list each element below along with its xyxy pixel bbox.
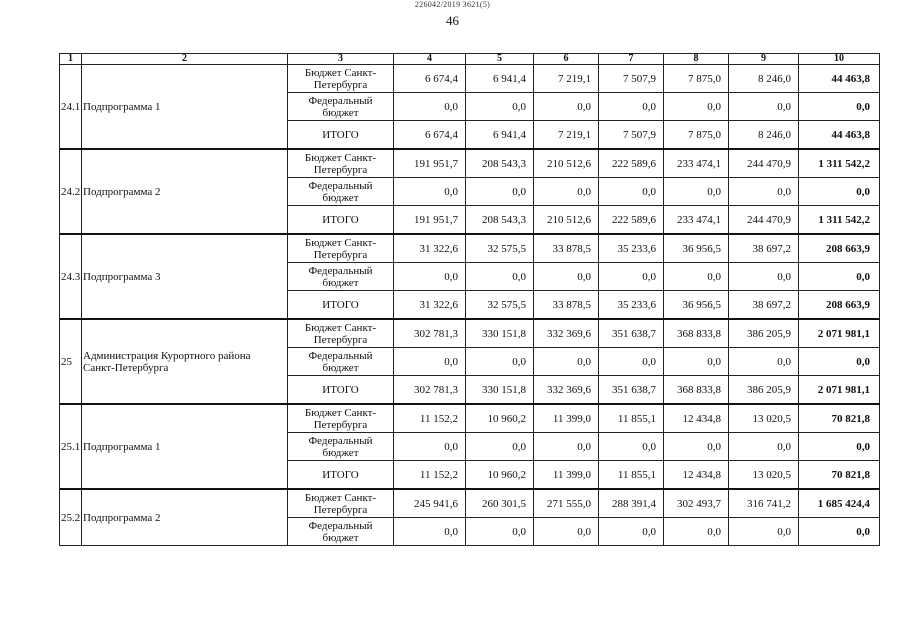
total-value: 70 821,8 [799,404,880,433]
year-value: 332 369,6 [534,319,599,348]
item-name: Подпрограмма 3 [82,234,288,319]
year-value: 368 833,8 [664,319,729,348]
total-value: 70 821,8 [799,461,880,490]
item-name: Подпрограмма 1 [82,404,288,489]
total-value: 44 463,8 [799,65,880,93]
row-number: 24.3 [60,234,82,319]
year-value: 330 151,8 [466,319,534,348]
row-number: 25.2 [60,489,82,546]
total-value: 208 663,9 [799,234,880,263]
table-row [60,149,880,178]
year-value: 386 205,9 [729,376,799,405]
year-value: 0,0 [466,348,534,376]
table-body [60,54,880,546]
year-value: 11 399,0 [534,404,599,433]
year-value: 11 152,2 [394,461,466,490]
year-value: 38 697,2 [729,234,799,263]
year-value: 0,0 [729,93,799,121]
year-value: 10 960,2 [466,404,534,433]
funding-source: Бюджет Санкт-Петербурга [288,65,394,93]
year-value: 0,0 [394,93,466,121]
funding-source: Бюджет Санкт-Петербурга [288,489,394,518]
row-number: 25.1 [60,404,82,489]
year-value: 31 322,6 [394,291,466,320]
year-value: 0,0 [394,348,466,376]
year-value: 222 589,6 [599,206,664,235]
year-value: 0,0 [394,178,466,206]
table-row [60,404,880,433]
year-value: 0,0 [729,518,799,546]
column-number: 6 [534,54,599,65]
year-value: 8 246,0 [729,121,799,150]
year-value: 7 875,0 [664,121,729,150]
year-value: 33 878,5 [534,291,599,320]
year-value: 233 474,1 [664,206,729,235]
year-value: 13 020,5 [729,404,799,433]
funding-source: ИТОГО [288,291,394,320]
year-value: 6 941,4 [466,65,534,93]
table-row [60,65,880,93]
year-value: 7 219,1 [534,121,599,150]
total-value: 0,0 [799,93,880,121]
year-value: 0,0 [664,263,729,291]
column-number: 4 [394,54,466,65]
year-value: 0,0 [729,178,799,206]
year-value: 32 575,5 [466,291,534,320]
year-value: 6 674,4 [394,65,466,93]
year-value: 38 697,2 [729,291,799,320]
row-number: 24.2 [60,149,82,234]
year-value: 7 219,1 [534,65,599,93]
year-value: 351 638,7 [599,376,664,405]
year-value: 351 638,7 [599,319,664,348]
year-value: 0,0 [534,433,599,461]
year-value: 0,0 [466,518,534,546]
total-value: 2 071 981,1 [799,376,880,405]
year-value: 13 020,5 [729,461,799,490]
year-value: 316 741,2 [729,489,799,518]
year-value: 191 951,7 [394,206,466,235]
funding-source: Бюджет Санкт-Петербурга [288,149,394,178]
total-value: 1 311 542,2 [799,149,880,178]
year-value: 11 399,0 [534,461,599,490]
year-value: 8 246,0 [729,65,799,93]
year-value: 0,0 [466,263,534,291]
year-value: 12 434,8 [664,461,729,490]
year-value: 0,0 [534,93,599,121]
funding-source: Федеральный бюджет [288,93,394,121]
row-number: 24.1 [60,65,82,150]
item-name: Подпрограмма 2 [82,149,288,234]
year-value: 0,0 [599,263,664,291]
funding-source: ИТОГО [288,376,394,405]
year-value: 233 474,1 [664,149,729,178]
year-value: 0,0 [664,93,729,121]
total-value: 1 311 542,2 [799,206,880,235]
table-row [60,234,880,263]
year-value: 210 512,6 [534,206,599,235]
year-value: 288 391,4 [599,489,664,518]
column-number: 10 [799,54,880,65]
funding-source: Федеральный бюджет [288,348,394,376]
funding-source: Федеральный бюджет [288,518,394,546]
year-value: 7 507,9 [599,121,664,150]
year-value: 0,0 [599,518,664,546]
year-value: 10 960,2 [466,461,534,490]
item-name: Подпрограмма 2 [82,489,288,546]
year-value: 7 507,9 [599,65,664,93]
table-row [60,489,880,518]
total-value: 0,0 [799,518,880,546]
year-value: 222 589,6 [599,149,664,178]
year-value: 0,0 [664,518,729,546]
year-value: 6 674,4 [394,121,466,150]
year-value: 33 878,5 [534,234,599,263]
total-value: 0,0 [799,263,880,291]
item-name: Администрация Курортного района Санкт-Петербурга [82,319,288,404]
year-value: 260 301,5 [466,489,534,518]
year-value: 0,0 [599,348,664,376]
year-value: 11 855,1 [599,404,664,433]
year-value: 208 543,3 [466,149,534,178]
year-value: 11 152,2 [394,404,466,433]
column-number: 5 [466,54,534,65]
total-value: 2 071 981,1 [799,319,880,348]
year-value: 0,0 [394,263,466,291]
year-value: 0,0 [599,433,664,461]
column-number: 9 [729,54,799,65]
year-value: 0,0 [729,433,799,461]
year-value: 0,0 [729,263,799,291]
funding-source: Федеральный бюджет [288,263,394,291]
year-value: 0,0 [394,433,466,461]
year-value: 0,0 [599,178,664,206]
year-value: 245 941,6 [394,489,466,518]
total-value: 208 663,9 [799,291,880,320]
year-value: 0,0 [664,433,729,461]
column-number: 7 [599,54,664,65]
year-value: 31 322,6 [394,234,466,263]
total-value: 0,0 [799,178,880,206]
year-value: 0,0 [466,433,534,461]
funding-source: Федеральный бюджет [288,178,394,206]
table-row [60,319,880,348]
funding-source: ИТОГО [288,461,394,490]
year-value: 12 434,8 [664,404,729,433]
year-value: 0,0 [729,348,799,376]
year-value: 271 555,0 [534,489,599,518]
year-value: 32 575,5 [466,234,534,263]
column-number: 1 [60,54,82,65]
year-value: 368 833,8 [664,376,729,405]
funding-source: ИТОГО [288,206,394,235]
year-value: 0,0 [466,178,534,206]
funding-source: Бюджет Санкт-Петербурга [288,404,394,433]
year-value: 302 781,3 [394,319,466,348]
year-value: 0,0 [664,178,729,206]
year-value: 208 543,3 [466,206,534,235]
column-number-row [60,54,880,65]
year-value: 0,0 [664,348,729,376]
budget-table [59,53,880,546]
document-code: 226042/2019 3621(5) [414,0,491,9]
year-value: 332 369,6 [534,376,599,405]
year-value: 6 941,4 [466,121,534,150]
total-value: 1 685 424,4 [799,489,880,518]
year-value: 0,0 [599,93,664,121]
total-value: 0,0 [799,433,880,461]
funding-source: Бюджет Санкт-Петербурга [288,319,394,348]
row-number: 25 [60,319,82,404]
year-value: 386 205,9 [729,319,799,348]
year-value: 0,0 [534,518,599,546]
column-number: 8 [664,54,729,65]
year-value: 0,0 [534,178,599,206]
page-number: 46 [446,13,459,28]
year-value: 11 855,1 [599,461,664,490]
year-value: 244 470,9 [729,206,799,235]
year-value: 0,0 [394,518,466,546]
year-value: 302 493,7 [664,489,729,518]
funding-source: Федеральный бюджет [288,433,394,461]
year-value: 7 875,0 [664,65,729,93]
column-number: 2 [82,54,288,65]
year-value: 36 956,5 [664,234,729,263]
funding-source: Бюджет Санкт-Петербурга [288,234,394,263]
year-value: 330 151,8 [466,376,534,405]
total-value: 0,0 [799,348,880,376]
funding-source: ИТОГО [288,121,394,150]
year-value: 0,0 [466,93,534,121]
year-value: 0,0 [534,348,599,376]
item-name: Подпрограмма 1 [82,65,288,150]
year-value: 35 233,6 [599,234,664,263]
year-value: 210 512,6 [534,149,599,178]
year-value: 302 781,3 [394,376,466,405]
year-value: 191 951,7 [394,149,466,178]
year-value: 36 956,5 [664,291,729,320]
year-value: 244 470,9 [729,149,799,178]
total-value: 44 463,8 [799,121,880,150]
year-value: 0,0 [534,263,599,291]
year-value: 35 233,6 [599,291,664,320]
column-number: 3 [288,54,394,65]
